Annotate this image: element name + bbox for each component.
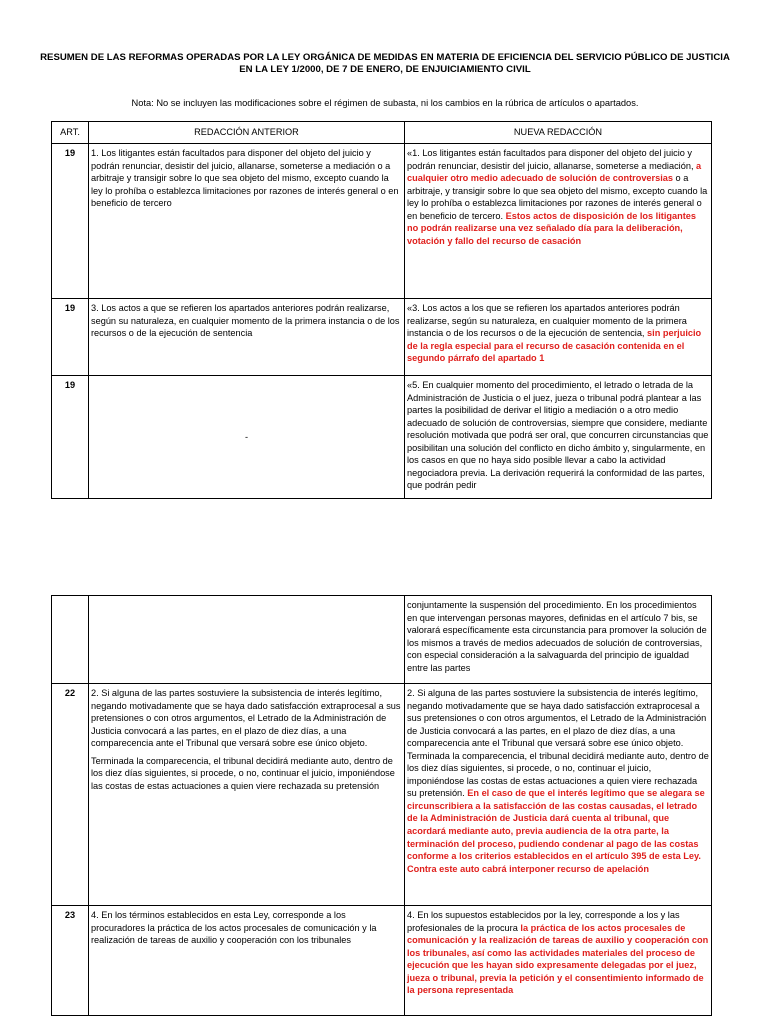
header-art: ART. bbox=[52, 122, 89, 144]
new-text-segment-highlight: En el caso de que el interés legítimo que se alegara se circunscribiera a la satisfacción de las costas causadas, el letrado de la Administración de Justicia dará cuenta al tribunal, que acordará mediante auto, previa audiencia de la otra parte, la terminación del proceso, pudiendo condenar al pago de las costas conforme a los criterios establecidos en el artículo 395 de esta Ley. Contra este auto cabrá interponer recurso de apelación bbox=[407, 788, 705, 874]
old-text-paragraph: 3. Los actos a que se refieren los apartados anteriores podrán realizarse, según su naturaleza, en cualquier momento de la primera instancia o de los recursos o de la ejecución de sentencia bbox=[91, 303, 400, 339]
reform-table-continued bbox=[51, 595, 712, 1016]
table-row bbox=[52, 144, 712, 299]
header-old-text: REDACCIÓN ANTERIOR bbox=[89, 122, 405, 144]
article-number: 19 bbox=[52, 144, 89, 299]
old-text-paragraph: 2. Si alguna de las partes sostuviere la subsistencia de interés legítimo, negando motivadamente que se haya dado satisfacción extraprocesal a sus pretensiones o con otros argumentos, el Letrado de la Administración de Justicia convocará a las partes, en el plazo de diez días, a una comparecencia ante el Tribunal que versará sobre ese único objeto. bbox=[91, 688, 401, 749]
old-text-cell bbox=[89, 299, 405, 376]
old-text-cell bbox=[89, 596, 405, 684]
document-note: Nota: No se incluyen las modificaciones sobre el régimen de subasta, ni los cambios en la rúbrica de artículos o apartados. bbox=[131, 98, 639, 108]
new-text-segment-highlight: la práctica de los actos procesales de comunicación y la realización de tareas de auxilio y cooperación con los tribunales, así como las actividades materiales del proceso de ejecución que les hayan sido expresamente delegadas por el juez, jueza o tribunal, previa la petición y el consentimiento informado de la persona representada bbox=[407, 922, 709, 996]
table-row bbox=[52, 684, 712, 906]
new-text-segment: o a arbitraje, y transigir sobre lo que sea objeto del mismo, excepto cuando la ley lo prohíba o establezca limitaciones por razones de interés general o en beneficio de tercero. bbox=[407, 173, 708, 221]
reform-table bbox=[51, 121, 712, 499]
table-header-row bbox=[52, 122, 712, 144]
table-row bbox=[52, 376, 712, 499]
new-text-segment: «3. Los actos a los que se refieren los apartados anteriores podrán realizarse, según su naturaleza, en cualquier momento de la primera instancia o de los recursos o de la ejecución de sentencia, bbox=[407, 303, 687, 339]
header-new-text: NUEVA REDACCIÓN bbox=[405, 122, 712, 144]
old-text-cell bbox=[89, 684, 405, 906]
new-text-cell bbox=[405, 144, 712, 299]
old-text-cell bbox=[89, 144, 405, 299]
old-text-paragraph: Terminada la comparecencia, el tribunal decidirá mediante auto, dentro de los diez días siguientes, si procede, o no, continuar el juicio, imponiéndose las costas de estas actuaciones a quien viere rechazada su pretensión bbox=[91, 755, 395, 791]
new-text-segment: «5. En cualquier momento del procedimiento, el letrado o letrada de la Administración de Justicia o el juez, jueza o tribunal podrá plantear a las partes la posibilidad de derivar el litigio a mediación o a otro medio adecuado de solución de controversias, siempre que considere, mediante resolución motivada que podrá ser oral, que concurren circunstancias que posibilitan una solución del conflicto en dicho ámbito y, singularmente, en los casos en que no haya sido posible llevar a cabo la actividad negociadora previa. La derivación requerirá la conformidad de las partes, que podrán pedir bbox=[407, 380, 709, 491]
article-number: 19 bbox=[52, 299, 89, 376]
new-text-segment-highlight: sin perjuicio de la regla especial para el recurso de casación contenida en el segundo párrafo del apartado 1 bbox=[407, 328, 702, 364]
article-number: 19 bbox=[52, 376, 89, 499]
new-text-segment: «1. Los litigantes están facultados para disponer del objeto del juicio y podrán renunciar, desistir del juicio, allanarse, someterse a mediación, bbox=[407, 148, 697, 171]
new-text-cell bbox=[405, 596, 712, 684]
old-text-cell bbox=[89, 906, 405, 1016]
article-number: 22 bbox=[52, 684, 89, 906]
new-text-cell bbox=[405, 684, 712, 906]
document-title: RESUMEN DE LAS REFORMAS OPERADAS POR LA LEY ORGÁNICA DE MEDIDAS EN MATERIA DE EFICIENCIA DEL SERVICIO PÚBLICO DE JUSTICIA EN LA LEY 1/2000, DE 7 DE ENERO, DE ENJUICIAMIENTO CIVIL bbox=[40, 52, 730, 75]
new-text-segment: 2. Si alguna de las partes sostuviere la subsistencia de interés legítimo, negando motivadamente que se haya dado satisfacción extraprocesal a sus pretensiones o con otros argumentos, el Letrado de la Administración de Justicia convocará a las partes, en el plazo de diez días, a una comparecencia ante el Tribunal que versará sobre ese único objeto. Terminada la comparecencia, el tribunal decidirá mediante auto, dentro de los diez días siguientes, si procede, o no, continuar el juicio, imponiéndose las costas de estas actuaciones a quien viere rechazada su pretensión. bbox=[407, 688, 709, 799]
table-row bbox=[52, 596, 712, 684]
new-text-segment: 4. En los supuestos establecidos por la ley, corresponde a los y las profesionales de la procura bbox=[407, 910, 680, 933]
new-text-cell bbox=[405, 906, 712, 1016]
old-text-empty: - bbox=[89, 376, 405, 499]
article-number: 23 bbox=[52, 906, 89, 1016]
table-row bbox=[52, 299, 712, 376]
new-text-cell bbox=[405, 299, 712, 376]
new-text-cell bbox=[405, 376, 712, 499]
table-row bbox=[52, 906, 712, 1016]
new-text-segment-highlight: Estos actos de disposición de los litigantes no podrán realizarse una vez señalado día para la deliberación, votación y fallo del recurso de casación bbox=[407, 210, 697, 246]
old-text-paragraph: 4. En los términos establecidos en esta Ley, corresponde a los procuradores la práctica de los actos procesales de comunicación y la realización de tareas de auxilio y cooperación con los tribunales bbox=[91, 910, 377, 946]
old-text-paragraph: 1. Los litigantes están facultados para disponer del objeto del juicio y podrán renunciar, desistir del juicio, allanarse, someterse a mediación o a arbitraje y transigir sobre lo que sea objeto del mismo, excepto cuando la ley lo prohíba o establezca limitaciones por razones de interés general o en beneficio de tercero bbox=[91, 148, 399, 209]
new-text-segment-highlight: a cualquier otro medio adecuado de solución de controversias bbox=[407, 160, 702, 184]
new-text-segment: conjuntamente la suspensión del procedimiento. En los procedimientos en que intervengan personas mayores, definidas en el artículo 7 bis, se valorará específicamente esta circunstancia para promover la solución de los mismos a través de medios adecuados de solución de controversias, con especial consideración a la salvaguarda del principio de igualdad entre las partes bbox=[407, 600, 707, 673]
article-number bbox=[52, 596, 89, 684]
